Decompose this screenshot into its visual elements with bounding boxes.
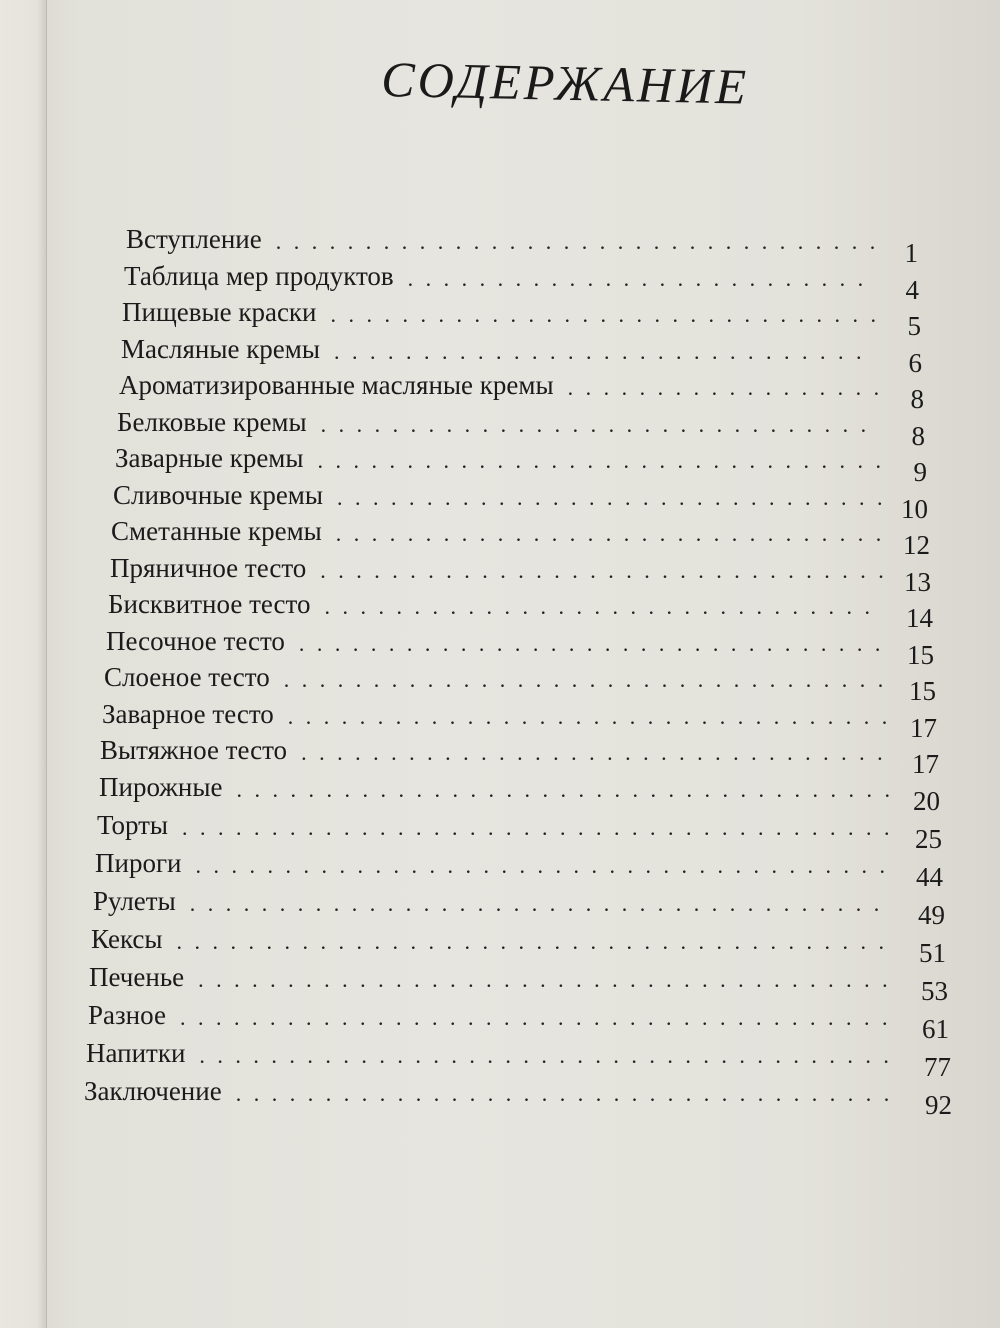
toc-leader-dots: .................................. (283, 667, 896, 692)
toc-leader-dots: ....................................... (198, 967, 901, 992)
toc-leader-dots: .................. (567, 375, 892, 400)
toc-entry-label: Слоеное тесто (104, 662, 270, 692)
toc-leader-dots: ....................................... (195, 853, 898, 878)
toc-leader-dots: ............................... (320, 412, 879, 437)
toc-leader-dots: .......................... (407, 266, 876, 291)
toc-entry (117, 407, 925, 451)
toc-entry-label: Вступление (126, 224, 262, 254)
toc-entry-label: Бисквитное тесто (108, 589, 311, 619)
toc-leader-dots: ............................... (337, 485, 896, 510)
toc-leader-dots: .............................. (334, 339, 875, 364)
toc-leader-dots: ........................................ (176, 929, 897, 954)
toc-entry-label: Печенье (89, 962, 185, 992)
toc-entry (124, 261, 919, 305)
toc-leader-dots: ................................ (320, 558, 897, 583)
toc-entry-label: Масляные кремы (121, 334, 321, 364)
toc-entry-label: Ароматизированные масляные кремы (119, 370, 554, 400)
toc-entry-page: 9 (913, 457, 927, 487)
toc-entry-page: 15 (907, 640, 934, 670)
toc-entry-page: 13 (904, 567, 931, 597)
toc-leader-dots: .................................. (287, 704, 900, 729)
toc-entry-label: Разное (88, 1000, 166, 1030)
toc-leader-dots: ........................................ (182, 815, 903, 840)
toc-entry-page: 17 (910, 713, 937, 743)
toc-leader-dots: ....................................... (189, 891, 892, 916)
toc-entry-page: 12 (903, 530, 930, 560)
toc-entry-page: 6 (908, 348, 922, 378)
toc-entry-label: Заключение (84, 1076, 222, 1106)
toc-entry (89, 962, 948, 1006)
toc-entry-page: 49 (918, 900, 945, 930)
toc-leader-dots: .................................. (275, 229, 888, 254)
toc-leader-dots: ............................... (330, 302, 889, 327)
toc-entry-label: Сливочные кремы (113, 480, 324, 510)
toc-entry (99, 772, 940, 816)
toc-entry-page: 1 (904, 238, 918, 268)
toc-entry (113, 480, 928, 524)
toc-entry (108, 589, 933, 633)
toc-entry (91, 924, 946, 968)
toc-entry-page: 17 (912, 749, 939, 779)
toc-entry (122, 297, 921, 341)
toc-entry (104, 662, 936, 706)
toc-leader-dots: ..................................... (235, 1081, 902, 1106)
toc-entry (119, 370, 924, 414)
toc-entry-page: 53 (921, 976, 948, 1006)
toc-entry-label: Пирожные (99, 772, 223, 802)
toc-entry (126, 224, 918, 268)
toc-entry-page: 77 (924, 1052, 951, 1082)
toc-entry (93, 886, 945, 930)
toc-entry-label: Таблица мер продуктов (124, 261, 394, 291)
toc-entry-page: 44 (916, 862, 943, 892)
toc-entry (88, 1000, 949, 1044)
toc-entry-page: 25 (915, 824, 942, 854)
toc-entry-label: Вытяжное тесто (100, 735, 288, 765)
toc-entry-label: Торты (97, 810, 169, 840)
toc-entry-label: Кексы (91, 924, 163, 954)
toc-entry-label: Пряничное тесто (110, 553, 307, 583)
toc-entry-page: 8 (911, 421, 925, 451)
toc-entry (95, 848, 943, 892)
toc-entry-page: 5 (907, 311, 921, 341)
toc-entry-page: 4 (905, 275, 919, 305)
toc-entry-page: 14 (906, 603, 933, 633)
toc-entry-label: Песочное тесто (106, 626, 285, 656)
toc-entry-page: 8 (910, 384, 924, 414)
toc-leader-dots: ............................... (335, 521, 894, 546)
toc-leader-dots: ..................................... (236, 777, 903, 802)
toc-entry-page: 15 (909, 676, 936, 706)
toc-leader-dots: ....................................... (199, 1043, 902, 1068)
toc-leader-dots: ................................. (298, 631, 893, 656)
toc-entry-page: 51 (919, 938, 946, 968)
toc-entry (111, 516, 930, 560)
toc-entry-label: Рулеты (93, 886, 176, 916)
toc-entry-label: Белковые кремы (117, 407, 307, 437)
toc-leader-dots: ........................................ (179, 1005, 900, 1030)
toc-leader-dots: ............................... (324, 594, 883, 619)
toc-entry (110, 553, 931, 597)
toc-entry (97, 810, 942, 854)
page-title: СОДЕРЖАНИЕ (380, 50, 750, 115)
toc-entry-label: Сметанные кремы (111, 516, 322, 546)
toc-entry-page: 92 (925, 1090, 952, 1120)
toc-entry-label: Пищевые краски (122, 297, 317, 327)
toc-entry (115, 443, 927, 487)
toc-entry-page: 20 (913, 786, 940, 816)
toc-entry-label: Напитки (86, 1038, 186, 1068)
toc-entry (86, 1038, 951, 1082)
toc-entry (102, 699, 937, 743)
toc-entry-page: 61 (922, 1014, 949, 1044)
toc-entry (106, 626, 934, 670)
toc-leader-dots: ................................ (317, 448, 894, 473)
toc-entry-label: Заварное тесто (102, 699, 274, 729)
toc-entry-label: Пироги (95, 848, 182, 878)
toc-entry-page: 10 (901, 494, 928, 524)
toc-entry (100, 735, 939, 779)
toc-entry (121, 334, 922, 378)
toc-leader-dots: ................................. (301, 740, 896, 765)
toc-entry (84, 1076, 952, 1120)
toc-entry-label: Заварные кремы (115, 443, 304, 473)
